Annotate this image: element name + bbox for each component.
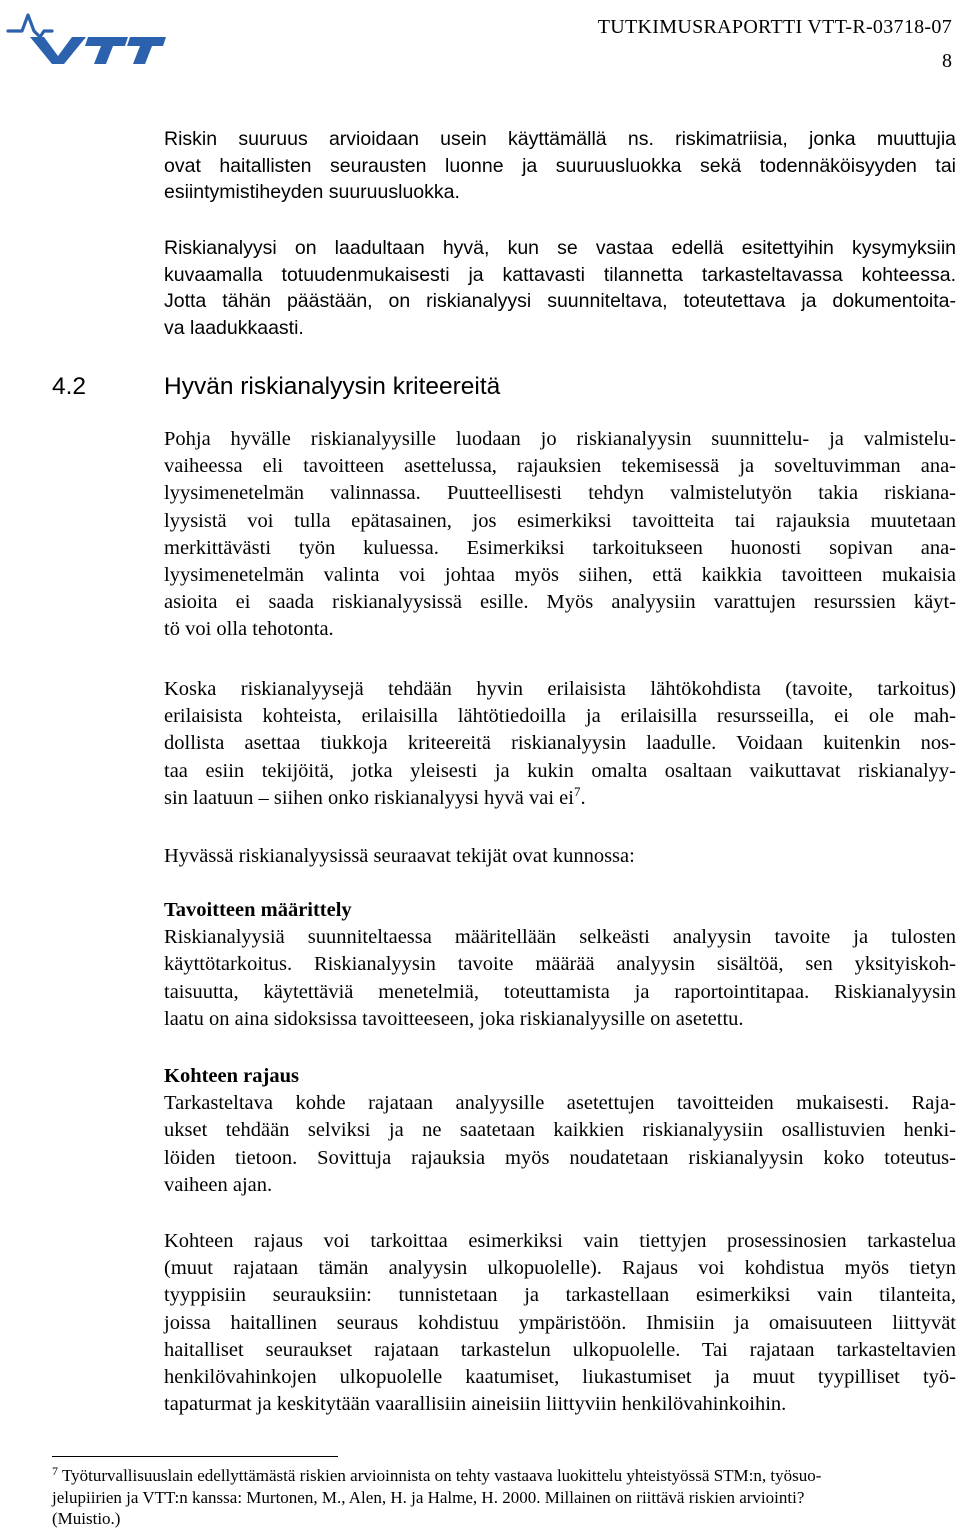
footnote-number: 7 — [52, 1464, 58, 1478]
page-number: 8 — [942, 50, 952, 72]
text-line: lyysistä voi tulla epätasainen, jos esimerkiksi tavoitteita tai rajauksia muutetaan — [164, 509, 956, 532]
text-line: (muut rajataan tämän analyysin ulkopuolelle). Rajaus voi kohdistua myös tietyn — [164, 1257, 956, 1280]
text-fragment: . — [580, 786, 586, 809]
intro-paragraph-1 — [164, 126, 956, 206]
text-line: Riskianalyysi on laadultaan hyvä, kun se vastaa edellä esitettyihin kysymyksiin — [164, 237, 956, 259]
text-line: Tarkasteltava kohde rajataan analyysille asetettujen tavoitteiden mukaisesti. Raja- — [164, 1092, 956, 1115]
text-line: taa esiin tekijöitä, jotka yleisesti ja kukin omalta osaltaan vaikuttavat riskianalyy- — [164, 759, 956, 782]
text-line: asioita ei saada riskianalyysissä esille. Myös analyysiin varattujen resurssien käyt- — [164, 591, 956, 614]
footnote-divider — [52, 1456, 338, 1457]
vtt-logo — [6, 4, 166, 68]
intro-paragraph-2 — [164, 235, 956, 341]
section-paragraph-3: Hyvässä riskianalyysissä seuraavat tekijät ovat kunnossa: — [164, 845, 635, 867]
text-line: ovat haitallisten seurausten luonne ja suuruusluokka sekä todennäköisyyden tai — [164, 154, 956, 177]
goal-heading: Tavoitteen määrittely — [164, 899, 352, 921]
scope-block — [164, 1063, 956, 1199]
text-fragment: Työturvallisuuslain edellyttämästä riskien arvioinnista on tehty vastaava luokittelu yhteistyössä STM:n, työsuo- — [61, 1466, 822, 1485]
text-line: laatu on aina sidoksissa tavoitteeseen, joka riskianalyysille on asetettu. — [164, 1007, 744, 1030]
goal-block — [164, 897, 956, 1033]
text-line: käyttötarkoitus. Riskianalyysin tavoite määrää analyysin sisältöä, sen yksityiskoh- — [164, 953, 956, 976]
scope-heading: Kohteen rajaus — [164, 1065, 299, 1087]
text-line: vaiheessa eli tavoitteen asettelussa, rajauksien tekemisessä ja soveltuvimman ana- — [164, 455, 956, 478]
text-line: lyysimenetelmän valinnassa. Puutteellisesti tehdyn valmistelutyön takia riskiana- — [164, 482, 956, 505]
text-line: löiden tietoon. Sovittuja rajauksia myös noudatetaan riskianalyysin koko toteutus- — [164, 1146, 956, 1169]
footnote-ref: 7 — [573, 783, 581, 799]
text-line: Jotta tähän päästään, on riskianalyysi suunniteltava, toteutettava ja dokumentoita- — [164, 290, 956, 312]
text-line: merkittävästi työn kuluessa. Esimerkiksi tarkoitukseen huonosti sopivan ana- — [164, 536, 956, 559]
footnote-line: jelupiirien ja VTT:n kanssa: Murtonen, M., Alen, H. ja Halme, H. 2000. Millainen on riittävä riskien arviointi? — [52, 1487, 805, 1507]
text-line: tapaturmat ja keskitytään vaarallisiin aineisiin liittyviin henkilövahinkoihin. — [164, 1393, 787, 1416]
footnote-line: (Muistio.) — [52, 1509, 121, 1528]
text-line: tyyppisiin seurauksiin: tunnistetaan ja tarkastellaan esimerkiksi vain tilanteita, — [164, 1284, 956, 1307]
text-line: ukset tehdään selviksi ja ne saatetaan kaikkien riskianalyysiin osallistuvien henki- — [164, 1119, 956, 1142]
text-line: esiintymistiheyden suuruusluokka. — [164, 181, 460, 203]
text-line: Kohteen rajaus voi tarkoittaa esimerkiksi vain tiettyjen prosessinosien tarkastelua — [164, 1230, 956, 1252]
text-line: Riskin suuruus arvioidaan usein käyttämällä ns. riskimatriisia, jonka muuttujia — [164, 128, 956, 150]
text-line: erilaisista kohteista, erilaisilla lähtötiedoilla ja erilaisilla resursseilla, ei ole mah- — [164, 705, 956, 728]
text-line: Riskianalyysiä suunniteltaessa määritellään selkeästi analyysin tavoite ja tulosten — [164, 926, 956, 949]
text-line: lyysimenetelmän valinta voi johtaa myös siihen, että kaikkia tavoitteen mukaisia — [164, 564, 956, 587]
text-line: henkilövahinkojen ulkopuolelle kaatumiset, liukastumiset ja muut tyypilliset työ- — [164, 1366, 956, 1389]
scope-paragraph-2 — [164, 1228, 956, 1418]
section-number: 4.2 — [52, 373, 87, 400]
text-line: vaiheen ajan. — [164, 1173, 273, 1196]
text-line: tö voi olla tehotonta. — [164, 618, 334, 641]
section-title: Hyvän riskianalyysin kriteereitä — [164, 373, 501, 400]
text-line: va laadukkaasti. — [164, 316, 304, 339]
text-line: Pohja hyvälle riskianalyysille luodaan jo riskianalyysin suunnittelu- ja valmistelu- — [164, 428, 956, 450]
section-paragraph-1 — [164, 426, 956, 644]
text-line — [164, 785, 956, 812]
text-line: Koska riskianalyysejä tehdään hyvin erilaisista lähtökohdista (tavoite, tarkoitus) — [164, 678, 956, 700]
report-id: TUTKIMUSRAPORTTI VTT-R-03718-07 — [597, 16, 952, 38]
section-paragraph-2 — [164, 676, 956, 812]
footnote-line — [52, 1465, 954, 1487]
footnote — [52, 1465, 954, 1530]
text-line: joissa haitallinen seuraus kohdistuu ympäristöön. Ihmisiin ja omaisuuteen liittyvät — [164, 1311, 956, 1334]
text-fragment: sin laatuun – siihen onko riskianalyysi hyvä vai ei — [164, 786, 574, 809]
text-line: kuvaamalla totuudenmukaisesti ja kattavasti tilannetta tarkasteltavassa kohteessa. — [164, 263, 956, 286]
text-line: dollista asettaa tiukkoja kriteereitä riskianalyysin laadulle. Voidaan kuitenkin nos- — [164, 732, 956, 755]
text-line: haitalliset seuraukset rajataan tarkastelun ulkopuolelle. Tai rajataan tarkasteltavien — [164, 1338, 956, 1361]
text-line: taisuutta, käytettäviä menetelmiä, toteuttamista ja raportointitapaa. Riskianalyysin — [164, 980, 956, 1003]
